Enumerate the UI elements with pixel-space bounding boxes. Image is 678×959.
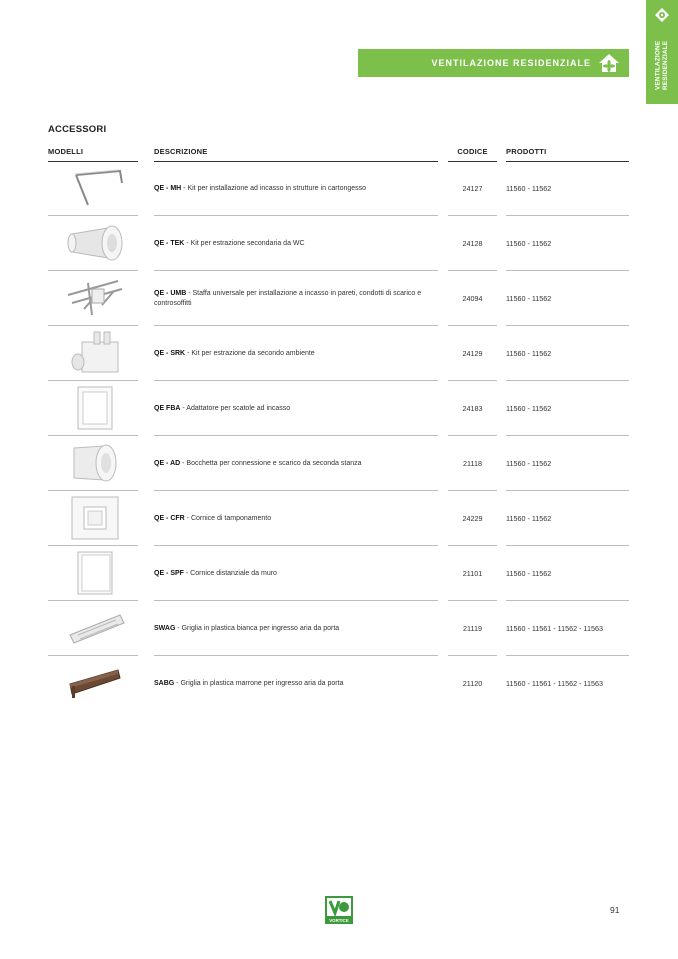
banner-title: VENTILAZIONE RESIDENZIALE: [431, 58, 591, 68]
table-row: [0, 546, 678, 601]
row-model: QE - TEK: [154, 239, 185, 247]
universal-bracket-image: [48, 275, 138, 321]
brown-grille-image: [48, 660, 138, 706]
side-tab-line-1: VENTILAZIONE: [654, 40, 662, 90]
table-row: [0, 271, 678, 326]
vortice-logo: [325, 896, 353, 924]
row-code: 24183: [462, 404, 483, 413]
table-row: [0, 491, 678, 546]
logo-text: VORTICE: [329, 918, 349, 923]
row-description: [154, 271, 424, 326]
house-fan-icon: [598, 52, 620, 74]
column-header-description: DESCRIZIONE: [154, 147, 438, 162]
row-model: QE - AD: [154, 459, 181, 467]
table-row: [0, 601, 678, 656]
row-products: 11560 - 11562: [506, 459, 552, 468]
row-description: [154, 381, 424, 436]
row-description-text: - Cornice di tamponamento: [184, 514, 272, 522]
row-code: 24128: [462, 239, 483, 248]
row-products: 11560 - 11562: [506, 294, 552, 303]
spacer-frame-image: [48, 550, 138, 596]
row-description: [154, 216, 424, 271]
row-code: 21101: [462, 569, 483, 578]
table-row: [0, 656, 678, 711]
row-model: QE FBA: [154, 404, 181, 412]
row-code: 24129: [462, 349, 483, 358]
side-tab-label: [646, 28, 678, 102]
row-model: QE - MH: [154, 184, 182, 192]
row-model: QE - SPF: [154, 569, 184, 577]
side-tab-line-2: RESIDENZIALE: [662, 40, 669, 90]
row-code: 21119: [463, 624, 482, 633]
section-title: ACCESSORI: [48, 124, 107, 135]
row-description-text: - Adattatore per scatole ad incasso: [180, 404, 291, 412]
row-products: 11560 - 11561 - 11562 - 11563: [506, 624, 603, 633]
row-products: 11560 - 11562: [506, 239, 552, 248]
row-description: [154, 546, 424, 601]
table-row: [0, 326, 678, 381]
row-description-text: - Kit per estrazione secondaria da WC: [184, 239, 305, 247]
row-description: [154, 326, 424, 381]
row-model: SWAG: [154, 624, 176, 632]
white-grille-image: [48, 605, 138, 651]
row-code: 24094: [462, 294, 483, 303]
table-row: [0, 216, 678, 271]
column-header-models: MODELLI: [48, 147, 138, 162]
row-description-text: - Bocchetta per connessione e scarico da seconda stanza: [180, 459, 362, 467]
row-description-text: - Griglia in plastica marrone per ingresso aria da porta: [174, 679, 344, 687]
row-description-text: - Kit per installazione ad incasso in strutture in cartongesso: [181, 184, 367, 192]
duct-spigot-image: [48, 220, 138, 266]
row-description-text: - Cornice distanziale da muro: [183, 569, 277, 577]
table-row: [0, 436, 678, 491]
row-products: 11560 - 11562: [506, 184, 552, 193]
table-row: [0, 161, 678, 216]
row-products: 11560 - 11561 - 11562 - 11563: [506, 679, 603, 688]
row-products: 11560 - 11562: [506, 404, 552, 413]
row-model: QE - UMB: [154, 289, 187, 297]
row-code: 21118: [463, 459, 482, 468]
column-header-code: CODICE: [448, 147, 497, 162]
row-description-text: - Kit per estrazione da secondo ambiente: [185, 349, 315, 357]
side-tab: [646, 0, 678, 104]
row-description: [154, 491, 424, 546]
row-description: [154, 161, 424, 216]
row-products: 11560 - 11562: [506, 569, 552, 578]
row-description: [154, 436, 424, 491]
row-products: 11560 - 11562: [506, 349, 552, 358]
row-code: 24229: [462, 514, 483, 523]
second-room-kit-image: [48, 330, 138, 376]
fan-house-icon: [654, 7, 670, 23]
column-header-products: PRODOTTI: [506, 147, 629, 162]
row-description-text: - Staffa universale per installazione a incasso in pareti, condotti di scarico e controsoffitti: [154, 289, 422, 307]
row-code: 21120: [462, 679, 483, 688]
row-description: [154, 656, 424, 711]
connection-nozzle-image: [48, 440, 138, 486]
row-model: QE - CFR: [154, 514, 185, 522]
table-row: [0, 381, 678, 436]
bracket-kit-image: [48, 165, 138, 211]
row-products: 11560 - 11562: [506, 514, 552, 523]
row-model: SABG: [154, 679, 175, 687]
cover-frame-image: [48, 495, 138, 541]
row-description-text: - Griglia in plastica bianca per ingresso aria da porta: [175, 624, 340, 632]
row-model: QE - SRK: [154, 349, 186, 357]
row-description: [154, 601, 424, 656]
section-banner: [358, 49, 629, 77]
row-code: 24127: [462, 184, 483, 193]
adapter-frame-image: [48, 385, 138, 431]
page-number: 91: [610, 905, 620, 915]
